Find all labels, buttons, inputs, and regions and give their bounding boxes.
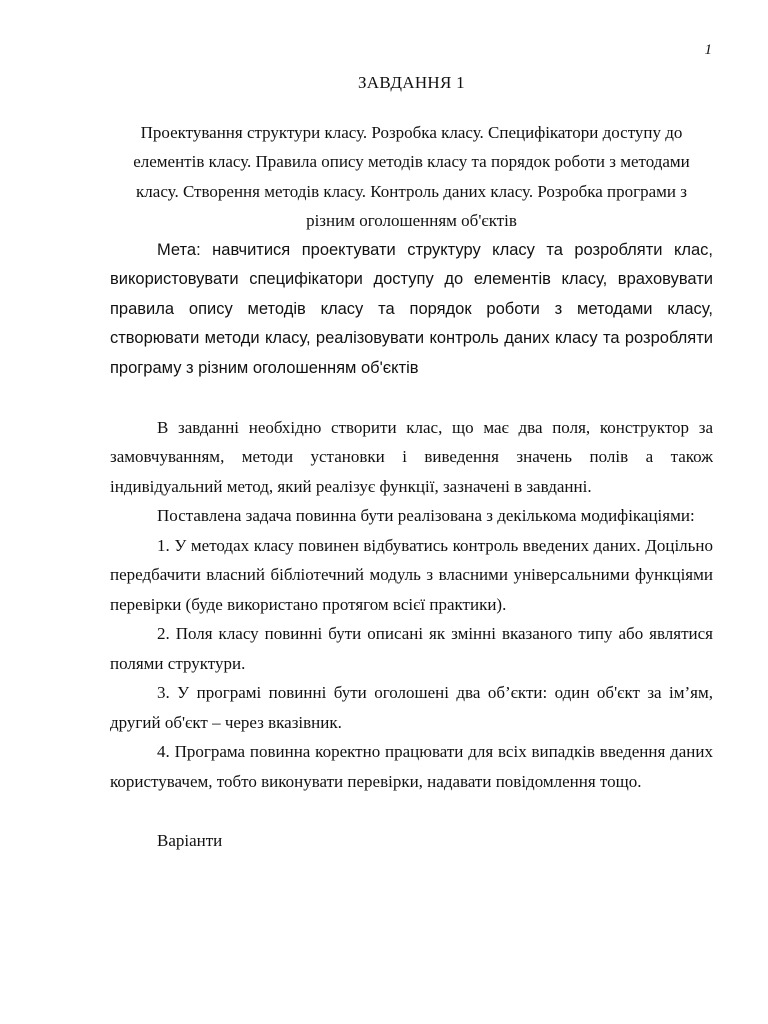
requirement-item-4: 4. Програма повинна коректно працювати для всіх випадків введення даних користувачем, тобто виконувати перевірки, надавати повідомлення тощо. [110,742,713,791]
spacer [110,796,713,826]
requirement-item-2: 2. Поля класу повинні бути описані як змінні вказаного типу або являтися полями структури. [110,624,713,673]
page-number: 1 [704,42,712,58]
requirement-item-1: 1. У методах класу повинен відбуватись контроль введених даних. Доцільно передбачити власний бібліотечний модуль з власними універсальними функціями перевірки (буде використано протягом всієї практики). [110,535,713,614]
task-intro-paragraph: В завданні необхідно створити клас, що має два поля, конструктор за замовчуванням, методи установки і виведення значень полів а також індивідуальний метод, який реалізує функції, зазначені в завданні. [110,417,713,496]
variants-heading: Варіанти [157,830,223,850]
goal-paragraph: Мета: навчитися проектувати структуру класу та розробляти клас, використовувати специфікатори доступу до елементів класу, враховувати правила опису методів класу та порядок роботи з методами класу, створювати методи класу, реалізовувати контроль даних класу та розробляти програму з різним оголошенням об'єктів [110,240,713,377]
spacer [110,383,713,413]
task-title: ЗАВДАННЯ 1 [357,73,465,92]
modifications-intro-paragraph: Поставлена задача повинна бути реалізована з декількома модифікаціями: [157,506,695,525]
document-body [110,68,713,855]
requirement-item-3: 3. У програмі повинні бути оголошені два об’єкти: один об'єкт за ім’ям, другий об'єкт – через вказівник. [110,683,713,732]
task-subtitle: Проектування структури класу. Розробка класу. Специфікатори доступу до елементів класу. Правила опису методів класу та порядок роботи з методами класу. Створення методів класу. Контроль даних класу. Розробка програми з різним оголошенням об'єктів [133,122,690,230]
